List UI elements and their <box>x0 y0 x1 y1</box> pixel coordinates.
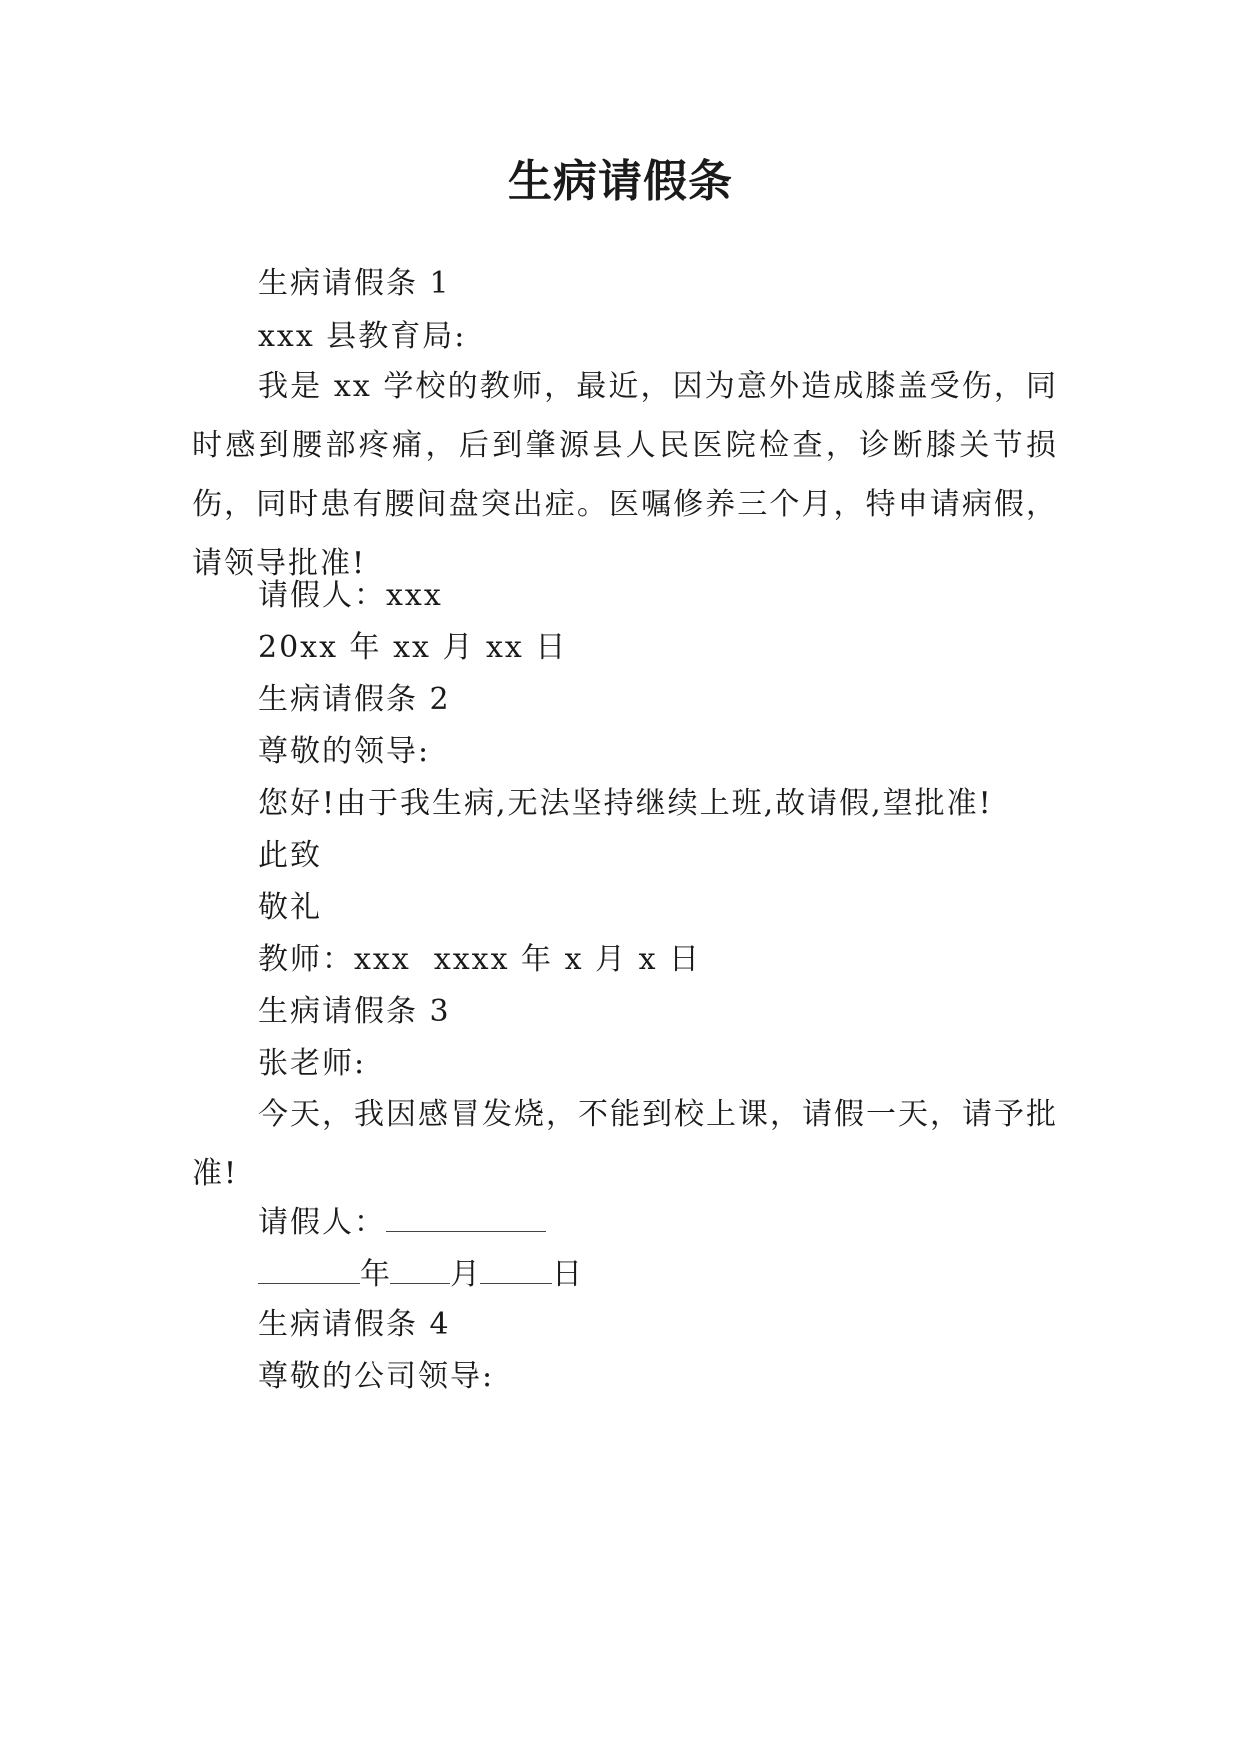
note4-heading: 生病请假条 4 <box>258 1307 451 1342</box>
month-blank <box>390 1253 450 1284</box>
month-label: 月 <box>450 1257 480 1292</box>
note1-heading: 生病请假条 1 <box>258 266 451 301</box>
year-label: 年 <box>360 1257 390 1292</box>
note2-body: 您好!由于我生病,无法坚持继续上班,故请假,望批准! <box>258 786 993 821</box>
note3-signer-label: 请假人： <box>258 1205 386 1240</box>
note1-date: 20xx 年 xx 月 xx 日 <box>258 630 568 665</box>
signature-blank <box>386 1201 546 1232</box>
day-label: 日 <box>552 1257 582 1292</box>
note2-closing-1: 此致 <box>258 838 322 873</box>
note2-signer-date: 教师：xxx xxxx 年 x 月 x 日 <box>258 942 702 977</box>
day-blank <box>480 1253 552 1284</box>
note3-heading: 生病请假条 3 <box>258 994 451 1029</box>
note2-closing-2: 敬礼 <box>258 890 322 925</box>
note3-date-line <box>258 1253 582 1295</box>
note1-salutation: xxx 县教育局: <box>258 319 467 354</box>
note3-signer-line <box>258 1201 546 1243</box>
note2-salutation: 尊敬的领导: <box>258 734 431 769</box>
note1-body: 我是 xx 学校的教师，最近，因为意外造成膝盖受伤，同时感到腰部疼痛，后到肇源县人民医院检查，诊断膝关节损伤，同时患有腰间盘突出症。医嘱修养三个月，特申请病假，请领导批准! <box>192 369 1058 581</box>
year-blank <box>258 1253 360 1284</box>
note1-signer: 请假人：xxx <box>258 578 443 613</box>
note2-heading: 生病请假条 2 <box>258 682 451 717</box>
note4-salutation: 尊敬的公司领导: <box>258 1359 495 1394</box>
note3-body: 今天，我因感冒发烧，不能到校上课，请假一天，请予批准! <box>192 1097 1058 1191</box>
document-title: 生病请假条 <box>508 156 733 207</box>
note3-salutation: 张老师: <box>258 1046 367 1081</box>
